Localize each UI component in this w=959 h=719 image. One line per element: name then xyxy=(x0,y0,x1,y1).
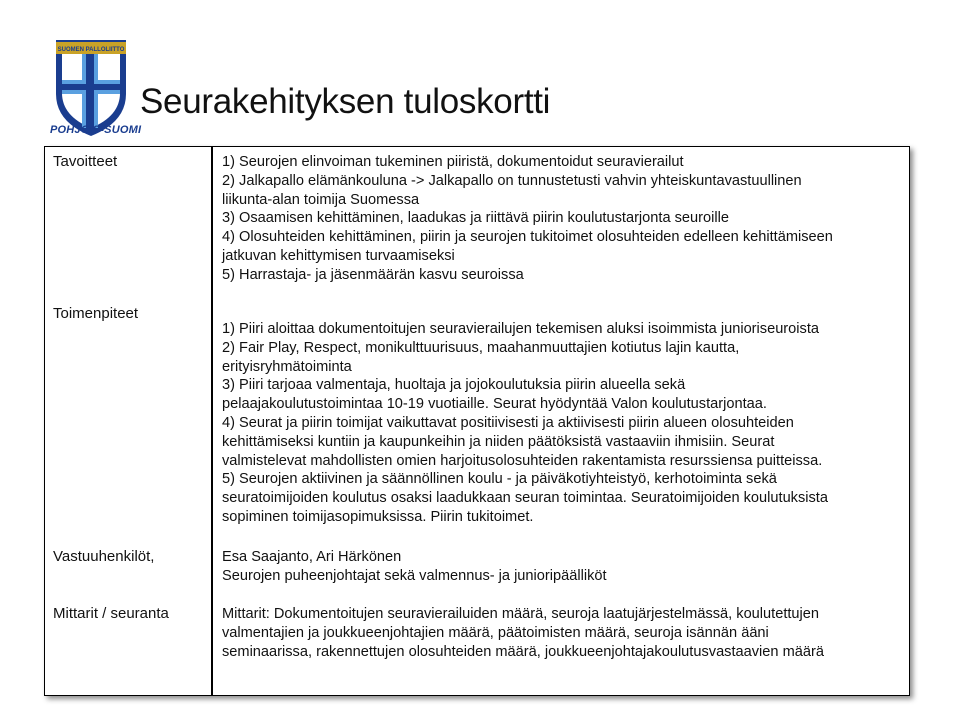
content-line: 5) Harrastaja- ja jäsenmäärän kasvu seuroissa xyxy=(222,266,524,283)
logo-text: POHJOIS-SUOMI xyxy=(50,124,142,136)
content-line: Mittarit: Dokumentoitujen seuravierailuiden määrä, seuroja laatujärjestelmässä, koulutettujen xyxy=(222,606,820,622)
content-line: liikunta-alan toimija Suomessa xyxy=(222,191,420,208)
row-content-vastuuhenkilot xyxy=(222,548,902,586)
svg-text:SUOMEN PALLOLIITTO: SUOMEN PALLOLIITTO xyxy=(57,47,125,53)
row-content-mittarit xyxy=(222,605,902,661)
row-content-tavoitteet xyxy=(222,153,902,285)
content-line: 4) Olosuhteiden kehittäminen, piirin ja seurojen tukitoimet olosuhteiden edelleen kehittämiseen xyxy=(222,229,833,246)
content-line: erityisryhmätoiminta xyxy=(222,358,352,375)
content-line: 1) Seurojen elinvoiman tukeminen piiristä, dokumentoidut seuravierailut xyxy=(222,154,684,170)
row-content-toimenpiteet xyxy=(222,320,902,527)
row-label-toimenpiteet: Toimenpiteet xyxy=(53,305,139,322)
page-title: Seurakehityksen tuloskortti xyxy=(140,82,551,121)
content-line: 1) Piiri aloittaa dokumentoitujen seuravierailujen tekemisen aluksi isoimmista junioriseuroista xyxy=(222,321,819,337)
content-line: 2) Jalkapallo elämänkouluna -> Jalkapallo on tunnustetusti vahvin yhteiskuntavastuullinen xyxy=(222,172,802,189)
content-line: 3) Osaamisen kehittäminen, laadukas ja riittävä piirin koulutustarjonta seuroille xyxy=(222,210,729,227)
content-line: Seurojen puheenjohtajat sekä valmennus- ja junioripäälliköt xyxy=(222,567,607,584)
content-line: 3) Piiri tarjoaa valmentaja, huoltaja ja jojokoulutuksia piirin alueella sekä xyxy=(222,377,686,394)
content-line: 2) Fair Play, Respect, monikulttuurisuus, maahanmuuttajien kotiutus lajin kautta, xyxy=(222,339,740,356)
content-line: Esa Saajanto, Ari Härkönen xyxy=(222,549,402,565)
content-line: seminaarissa, rakennettujen olosuhteiden määrä, joukkueenjohtajakoulutusvastaavien määrä xyxy=(222,643,824,660)
content-line: valmentajien ja joukkueenjohtajien määrä, päätoimisten määrä, seuroja isännän ääni xyxy=(222,624,769,641)
content-line: kehittämiseksi kuntiin ja kaupunkeihin ja niiden päätöksistä vastaaviin ihmisiin. Seurat xyxy=(222,433,775,450)
content-line: sopiminen toimijasopimuksissa. Piirin tukitoimet. xyxy=(222,508,534,525)
content-line: pelaajakoulutustoimintaa 10-19 vuotiaille. Seurat hyödyntää Valon koulutustarjontaa. xyxy=(222,396,767,413)
row-label-vastuuhenkilot: Vastuuhenkilöt, xyxy=(53,548,155,565)
column-divider xyxy=(211,146,213,696)
row-label-tavoitteet: Tavoitteet xyxy=(53,153,118,170)
content-line: 5) Seurojen aktiivinen ja säännöllinen koulu - ja päiväkotiyhteistyö, kerhotoiminta sekä xyxy=(222,471,777,488)
row-label-mittarit: Mittarit / seuranta xyxy=(53,605,169,622)
content-line: seuratoimijoiden koulutus osaksi laadukkaan seuran toimintaa. Seuratoimijoiden koulutuksista xyxy=(222,490,828,507)
content-line: valmistelevat mahdollisten omien harjoitusolosuhteiden rakentamista resurssiensa puitteissa. xyxy=(222,452,823,469)
content-line: jatkuvan kehittymisen turvaamiseksi xyxy=(222,247,455,264)
content-line: 4) Seurat ja piirin toimijat vaikuttavat positiivisesti ja aktiivisesti piirin alueen olosuhteiden xyxy=(222,414,794,431)
